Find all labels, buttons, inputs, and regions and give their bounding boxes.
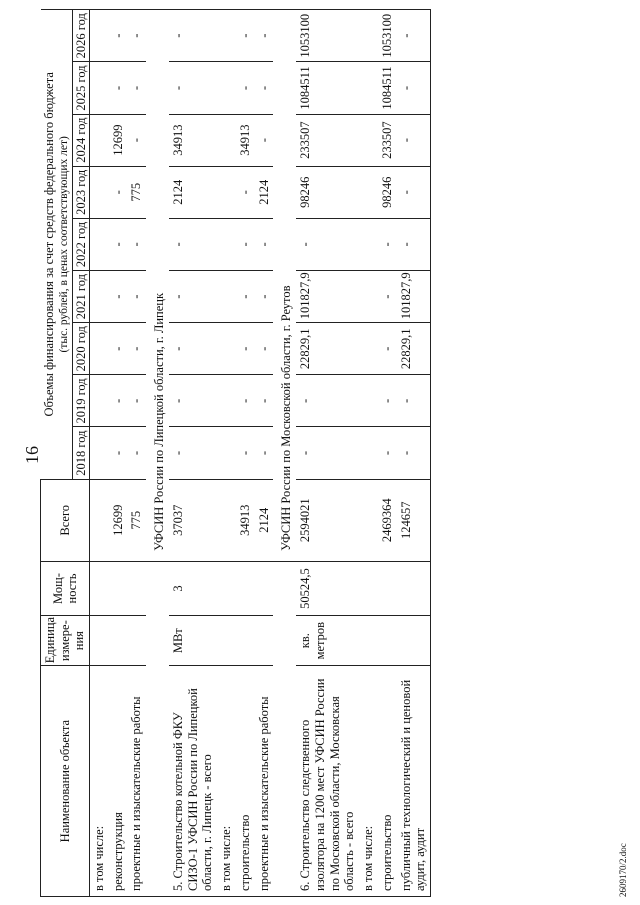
year-value-cell: - — [236, 166, 255, 218]
year-value-cell: - — [169, 10, 217, 62]
year-header: 2022 год — [72, 218, 89, 270]
organization-heading: УФСИН России по Липецкой области, г. Липецк — [146, 10, 169, 562]
year-value-cell: - — [127, 218, 146, 270]
capacity-cell — [378, 561, 397, 615]
year-value-cell: - — [127, 114, 146, 166]
year-value-cell: 775 — [127, 166, 146, 218]
unit-cell — [255, 616, 274, 666]
table-row — [296, 10, 359, 897]
total-cell: 12699 — [109, 479, 128, 561]
capacity-cell — [109, 561, 128, 615]
capacity-cell — [255, 561, 274, 615]
object-name-cell: строительство — [378, 666, 397, 897]
year-value-cell: - — [109, 166, 128, 218]
total-cell: 2124 — [255, 479, 274, 561]
year-value-cell: - — [127, 375, 146, 427]
capacity-cell — [397, 561, 431, 615]
year-value-cell — [217, 114, 236, 166]
year-value-cell: - — [397, 427, 431, 479]
year-value-cell: - — [397, 375, 431, 427]
capacity-cell: 50524,5 — [296, 561, 359, 615]
header-row-1 — [41, 10, 57, 897]
table-row — [397, 10, 431, 897]
year-value-cell: - — [109, 375, 128, 427]
year-value-cell: 12699 — [109, 114, 128, 166]
year-value-cell: - — [169, 323, 217, 375]
object-name-cell: 6. Строительство следственного изолятора на 1200 мест УФСИН России по Московской области, Московская область - всего — [296, 666, 359, 897]
year-header: 2020 год — [72, 323, 89, 375]
capacity-cell — [127, 561, 146, 615]
table-row — [89, 10, 108, 897]
year-value-cell — [217, 166, 236, 218]
year-value-cell — [89, 10, 108, 62]
year-value-cell: 233507 — [296, 114, 359, 166]
unit-cell — [236, 616, 255, 666]
year-value-cell — [359, 166, 378, 218]
year-value-cell — [89, 166, 108, 218]
year-value-cell: - — [109, 62, 128, 114]
object-name-cell: реконструкция — [109, 666, 128, 897]
organization-spacer — [146, 561, 169, 896]
year-value-cell — [359, 62, 378, 114]
object-name-cell: 5. Строительство котельной ФКУ СИЗО-1 УФСИН России по Липецкой области, г. Липецк - всего — [169, 666, 217, 897]
organization-row — [273, 10, 296, 897]
year-header: 2024 год — [72, 114, 89, 166]
col-capacity-header: Мощ-ность — [41, 561, 90, 615]
year-value-cell: - — [236, 218, 255, 270]
year-value-cell: - — [255, 323, 274, 375]
year-value-cell: - — [127, 62, 146, 114]
year-value-cell: - — [255, 10, 274, 62]
unit-cell — [359, 616, 378, 666]
year-value-cell: 233507 — [378, 114, 397, 166]
object-name-cell: строительство — [236, 666, 255, 897]
year-value-cell: - — [236, 271, 255, 323]
year-value-cell: - — [397, 62, 431, 114]
year-value-cell: - — [169, 62, 217, 114]
organization-heading: УФСИН России по Московской области, г. Реутов — [273, 10, 296, 562]
total-cell — [217, 479, 236, 561]
year-value-cell: - — [169, 427, 217, 479]
year-value-cell: - — [109, 10, 128, 62]
year-value-cell: - — [236, 323, 255, 375]
year-value-cell: - — [296, 427, 359, 479]
year-value-cell: 1053100 — [378, 10, 397, 62]
capacity-cell — [217, 561, 236, 615]
year-value-cell: - — [169, 218, 217, 270]
year-value-cell: - — [397, 114, 431, 166]
year-value-cell: 101827,9 — [397, 271, 431, 323]
year-value-cell — [217, 427, 236, 479]
year-value-cell: 98246 — [378, 166, 397, 218]
table-row — [109, 10, 128, 897]
year-value-cell: - — [236, 375, 255, 427]
year-value-cell: - — [236, 10, 255, 62]
year-value-cell: - — [255, 62, 274, 114]
total-cell: 2594021 — [296, 479, 359, 561]
object-name-cell: в том числе: — [217, 666, 236, 897]
unit-cell — [127, 616, 146, 666]
year-header: 2021 год — [72, 271, 89, 323]
year-value-cell: - — [127, 271, 146, 323]
year-value-cell — [217, 375, 236, 427]
year-value-cell: - — [236, 62, 255, 114]
unit-cell: МВт — [169, 616, 217, 666]
year-value-cell — [89, 62, 108, 114]
year-value-cell: - — [169, 375, 217, 427]
col-unit-header: Единица измере-ния — [41, 616, 90, 666]
object-name-cell: в том числе: — [359, 666, 378, 897]
unit-cell: кв. метров — [296, 616, 359, 666]
year-value-cell — [89, 271, 108, 323]
page-number: 16 — [22, 446, 42, 464]
year-value-cell: 34913 — [169, 114, 217, 166]
year-value-cell: - — [127, 323, 146, 375]
year-value-cell: 1053100 — [296, 10, 359, 62]
year-value-cell: 2124 — [255, 166, 274, 218]
table-body — [89, 10, 430, 897]
year-value-cell: 34913 — [236, 114, 255, 166]
object-name-cell: проектные и изыскательские работы — [127, 666, 146, 897]
year-value-cell: 98246 — [296, 166, 359, 218]
funding-header — [41, 10, 57, 480]
year-value-cell: - — [397, 218, 431, 270]
year-value-cell: 101827,9 — [296, 271, 359, 323]
year-header: 2026 год — [72, 10, 89, 62]
year-value-cell: 1084511 — [378, 62, 397, 114]
capacity-cell — [236, 561, 255, 615]
table-row — [378, 10, 397, 897]
year-header: 2018 год — [72, 427, 89, 479]
year-value-cell: - — [127, 427, 146, 479]
year-value-cell: - — [255, 271, 274, 323]
year-value-cell — [359, 271, 378, 323]
year-value-cell: - — [378, 218, 397, 270]
organization-spacer — [273, 561, 296, 896]
year-value-cell — [89, 375, 108, 427]
year-value-cell — [217, 271, 236, 323]
year-value-cell — [217, 62, 236, 114]
year-value-cell: - — [255, 375, 274, 427]
total-cell: 124657 — [397, 479, 431, 561]
year-value-cell — [359, 10, 378, 62]
year-value-cell: 2124 — [169, 166, 217, 218]
year-value-cell: - — [109, 218, 128, 270]
year-value-cell: - — [109, 323, 128, 375]
year-value-cell — [359, 114, 378, 166]
year-value-cell: - — [169, 271, 217, 323]
table-row — [359, 10, 378, 897]
capacity-cell: 3 — [169, 561, 217, 615]
table-row — [236, 10, 255, 897]
year-value-cell — [217, 10, 236, 62]
year-value-cell: - — [296, 375, 359, 427]
object-name-cell: проектные и изыскательские работы — [255, 666, 274, 897]
year-value-cell — [217, 218, 236, 270]
year-value-cell — [89, 114, 108, 166]
year-value-cell — [359, 375, 378, 427]
year-value-cell: - — [109, 427, 128, 479]
year-value-cell: - — [236, 427, 255, 479]
year-value-cell — [89, 323, 108, 375]
unit-cell — [378, 616, 397, 666]
year-value-cell: 1084511 — [296, 62, 359, 114]
year-value-cell: - — [378, 427, 397, 479]
year-value-cell: - — [255, 114, 274, 166]
year-value-cell: - — [397, 166, 431, 218]
object-name-cell: в том числе: — [89, 666, 108, 897]
year-value-cell — [89, 218, 108, 270]
year-value-cell: - — [255, 218, 274, 270]
year-value-cell: - — [378, 323, 397, 375]
unit-cell — [217, 616, 236, 666]
year-header: 2025 год — [72, 62, 89, 114]
year-value-cell: - — [378, 375, 397, 427]
year-value-cell — [217, 323, 236, 375]
object-name-cell: публичный технологический и ценовой аудит, аудит — [397, 666, 431, 897]
unit-cell — [109, 616, 128, 666]
unit-cell — [397, 616, 431, 666]
capacity-cell — [89, 561, 108, 615]
col-name-header: Наименование объекта — [41, 666, 90, 897]
year-value-cell: 22829,1 — [397, 323, 431, 375]
year-value-cell: - — [127, 10, 146, 62]
year-value-cell: 22829,1 — [296, 323, 359, 375]
year-value-cell: - — [255, 427, 274, 479]
document-id: 2609170/2.doc — [618, 843, 628, 897]
unit-cell — [89, 616, 108, 666]
funding-title: Объемы финансирования за счет средств федерального бюджета — [41, 72, 56, 417]
year-value-cell — [359, 218, 378, 270]
total-cell — [359, 479, 378, 561]
year-value-cell — [89, 427, 108, 479]
table-row — [217, 10, 236, 897]
table-row — [127, 10, 146, 897]
year-value-cell — [359, 427, 378, 479]
capacity-cell — [359, 561, 378, 615]
year-value-cell: - — [109, 271, 128, 323]
total-cell — [89, 479, 108, 561]
table-row — [255, 10, 274, 897]
year-header: 2019 год — [72, 375, 89, 427]
col-total-header: Всего — [41, 479, 90, 561]
total-cell: 775 — [127, 479, 146, 561]
year-value-cell: - — [296, 218, 359, 270]
year-value-cell: - — [378, 271, 397, 323]
funding-subtitle: (тыс. рублей, в ценах соответствующих лет) — [57, 10, 72, 480]
total-cell: 2469364 — [378, 479, 397, 561]
total-cell: 34913 — [236, 479, 255, 561]
organization-row — [146, 10, 169, 897]
year-value-cell: - — [397, 10, 431, 62]
funding-table — [40, 9, 431, 897]
total-cell: 37037 — [169, 479, 217, 561]
year-header: 2023 год — [72, 166, 89, 218]
table-row — [169, 10, 217, 897]
year-value-cell — [359, 323, 378, 375]
